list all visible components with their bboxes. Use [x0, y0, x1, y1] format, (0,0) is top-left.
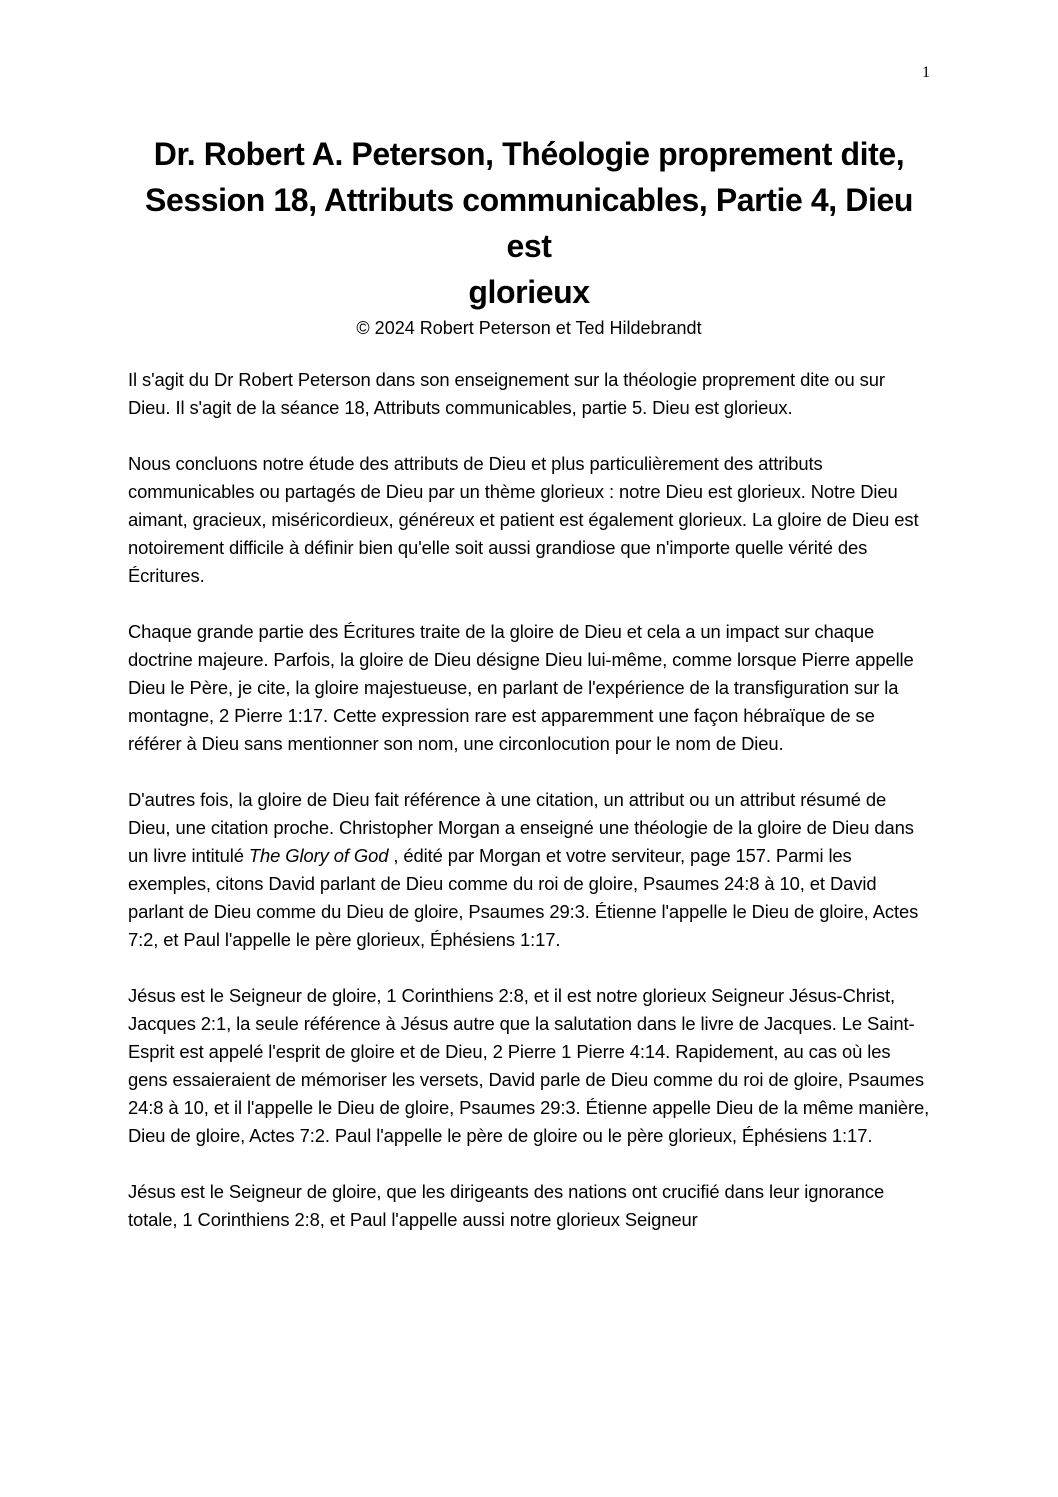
- paragraph-4-text-before: D'autres fois, la gloire de Dieu fait référence à une citation, un attribut ou un attribut résumé de Dieu, une citation proche. Christopher Morgan a enseigné une théologie de la gloire de Dieu dans un livre intitulé: [128, 789, 914, 866]
- paragraph-6: Jésus est le Seigneur de gloire, que les dirigeants des nations ont crucifié dans leur ignorance totale, 1 Corinthiens 2:8, et Paul l'appelle aussi notre glorieux Seigneur: [128, 1181, 885, 1230]
- title-line-2: Session 18, Attributs communicables, Partie 4, Dieu: [145, 182, 913, 218]
- document-body: [128, 366, 930, 1262]
- paragraph-5: Jésus est le Seigneur de gloire, 1 Corinthiens 2:8, et il est notre glorieux Seigneur Jésus-Christ, Jacques 2:1, la seule référence à Jésus autre que la salutation dans le livre de Jacques. Le Saint-Esprit est appelé l'esprit de gloire et de Dieu, 2 Pierre 1 Pierre 4:14. Rapidement, au cas où les gens essaieraient de mémoriser les versets, David parle de Dieu comme du roi de gloire, Psaumes 24:8 à 10, et il l'appelle le Dieu de gloire, Psaumes 29:3. Étienne appelle Dieu de la même manière, Dieu de gloire, Actes 7:2. Paul l'appelle le père de gloire ou le père glorieux, Éphésiens 1:17.: [128, 985, 930, 1146]
- paragraph-2: Nous concluons notre étude des attributs de Dieu et plus particulièrement des attributs communicables ou partagés de Dieu par un thème glorieux : notre Dieu est glorieux. Notre Dieu aimant, gracieux, miséricordieux, généreux et patient est également glorieux. La gloire de Dieu est notoirement difficile à définir bien qu'elle soit aussi grandiose que n'importe quelle vérité des Écritures.: [128, 453, 919, 586]
- title-line-4: glorieux: [468, 274, 590, 310]
- paragraph-4-text-after: , édité par Morgan et votre serviteur, page 157. Parmi les exemples, citons David parlant de Dieu comme du roi de gloire, Psaumes 24:8 à 10, et David parlant de Dieu comme du Dieu de gloire, Psaumes 29:3. Étienne l'appelle le Dieu de gloire, Actes 7:2, et Paul l'appelle le père glorieux, Éphésiens 1:17.: [128, 845, 919, 950]
- paragraph-4: [128, 786, 930, 954]
- page-number: 1: [922, 64, 930, 81]
- document-title: [128, 131, 930, 315]
- book-title: The Glory of God: [248, 845, 389, 866]
- title-block: [128, 131, 930, 340]
- paragraph-3: Chaque grande partie des Écritures traite de la gloire de Dieu et cela a un impact sur chaque doctrine majeure. Parfois, la gloire de Dieu désigne Dieu lui-même, comme lorsque Pierre appelle Dieu le Père, je cite, la gloire majestueuse, en parlant de l'expérience de la transfiguration sur la montagne, 2 Pierre 1:17. Cette expression rare est apparemment une façon hébraïque de se référer à Dieu sans mentionner son nom, une circonlocution pour le nom de Dieu.: [128, 621, 914, 754]
- paragraph-1: Il s'agit du Dr Robert Peterson dans son enseignement sur la théologie proprement dite ou sur Dieu. Il s'agit de la séance 18, Attributs communicables, partie 5. Dieu est glorieux.: [128, 369, 885, 418]
- copyright-notice: © 2024 Robert Peterson et Ted Hildebrandt: [356, 318, 702, 338]
- title-line-3: est: [506, 228, 552, 264]
- title-line-1: Dr. Robert A. Peterson, Théologie proprement dite,: [153, 136, 905, 172]
